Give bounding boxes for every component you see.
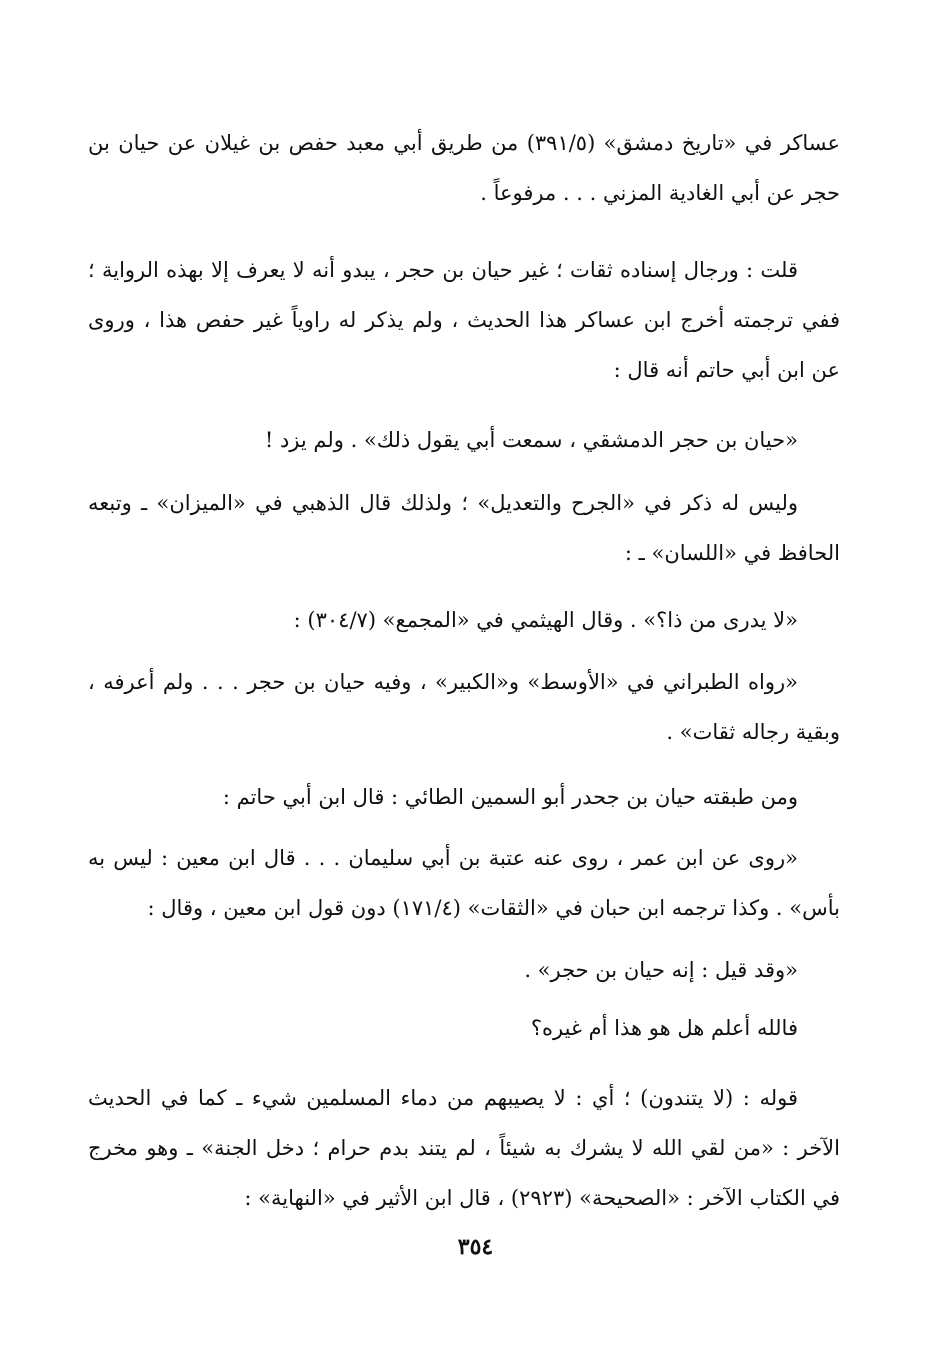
paragraph-10: فالله أعلم هل هو هذا أم غيره؟: [530, 1016, 798, 1040]
paragraph-8: «روى عن ابن عمر ، روى عنه عتبة بن أبي سليمان . . . قال ابن معين : ليس به بأس» . وكذا ترجمه ابن حبان في «الثقات» (١٧١/٤) دون قول ابن معين ، وقال :: [88, 846, 840, 920]
paragraph-2: قلت : ورجال إسناده ثقات ؛ غير حيان بن حجر ، يبدو أنه لا يعرف إلا بهذه الرواية ؛ ففي ترجمته أخرج ابن عساكر هذا الحديث ، ولم يذكر له راوياً غير حفص هذا ، وروى عن ابن أبي حاتم أنه قال :: [88, 258, 840, 382]
paragraph-3: «حيان بن حجر الدمشقي ، سمعت أبي يقول ذلك» . ولم يزد !: [264, 428, 798, 452]
paragraph-9: «وقد قيل : إنه حيان بن حجر» .: [524, 958, 798, 982]
paragraph-5: «لا يدرى من ذا؟» . وقال الهيثمي في «المجمع» (٣٠٤/٧) :: [293, 608, 798, 632]
paragraph-6: «رواه الطبراني في «الأوسط» و«الكبير» ، وفيه حيان بن حجر . . . ولم أعرفه ، وبقية رجاله ثقات» .: [88, 670, 840, 744]
paragraph-4: وليس له ذكر في «الجرح والتعديل» ؛ ولذلك قال الذهبي في «الميزان» ـ وتبعه الحافظ في «اللسان» ـ :: [88, 491, 840, 565]
paragraph-1: عساكر في «تاريخ دمشق» (٣٩١/٥) من طريق أبي معبد حفص بن غيلان عن حيان بن حجر عن أبي الغادية المزني . . . مرفوعاً .: [88, 131, 840, 205]
paragraph-7: ومن طبقته حيان بن جحدر أبو السمين الطائي : قال ابن أبي حاتم :: [222, 785, 798, 809]
page-number: ٣٥٤: [457, 1234, 494, 1260]
paragraph-11: قوله : (لا يتندون) ؛ أي : لا يصيبهم من دماء المسلمين شيء ـ كما في الحديث الآخر : «من لقي الله لا يشرك به شيئاً ، لم يتند بدم حرام ؛ دخل الجنة» ـ وهو مخرج في الكتاب الآخر : «الصحيحة» (٢٩٢٣) ، قال ابن الأثير في «النهاية» :: [88, 1086, 840, 1210]
